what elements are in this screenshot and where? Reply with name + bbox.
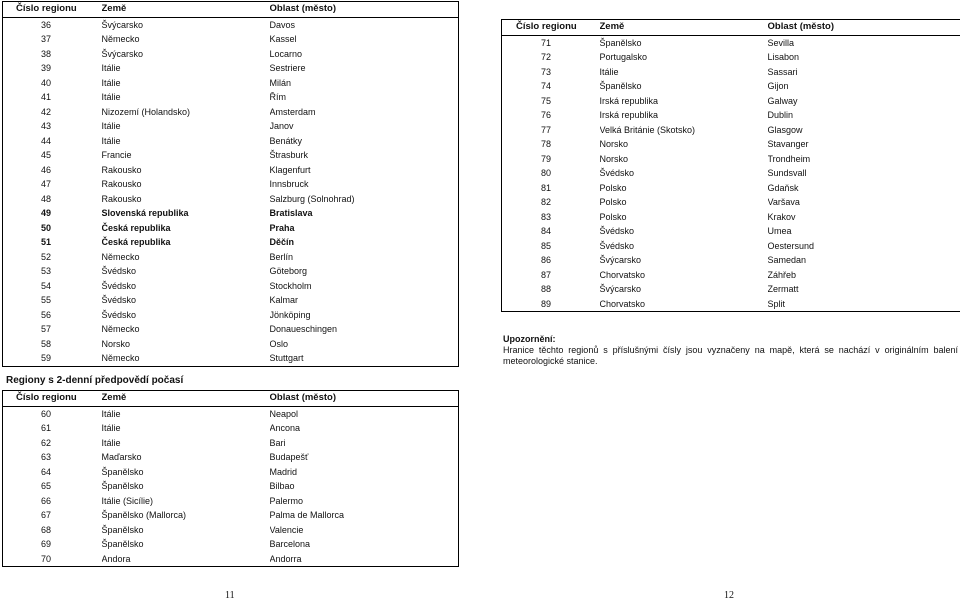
cell-region-number: 43 bbox=[41, 121, 52, 131]
cell-region-number: 70 bbox=[41, 553, 52, 564]
cell-city: Bilbao bbox=[269, 481, 295, 491]
cell-country: Itálie bbox=[101, 408, 121, 419]
cell-city: Salzburg (Solnohrad) bbox=[269, 193, 355, 204]
table-row bbox=[502, 137, 960, 152]
cell-region-number: 52 bbox=[41, 251, 52, 262]
cell-region-number: 55 bbox=[41, 295, 52, 305]
cell-region-number: 61 bbox=[41, 423, 52, 433]
table-row bbox=[3, 163, 459, 178]
cell-region-number: 75 bbox=[541, 95, 552, 106]
cell-country: Itálie bbox=[101, 92, 121, 102]
cell-country: Nizozemí (Holandsko) bbox=[101, 106, 191, 117]
cell-region-number: 62 bbox=[41, 437, 52, 448]
cell-region-number: 77 bbox=[541, 124, 552, 135]
table-row bbox=[3, 436, 459, 451]
cell-region-number: 56 bbox=[41, 309, 52, 320]
table-row bbox=[3, 508, 459, 523]
regions-table-60-70 bbox=[2, 390, 459, 567]
regions-table-71-89 bbox=[501, 19, 960, 312]
table-row bbox=[502, 195, 960, 210]
cell-country: Itálie bbox=[101, 121, 121, 131]
cell-country: Francie bbox=[101, 150, 132, 160]
table-row bbox=[502, 79, 960, 94]
cell-region-number: 39 bbox=[41, 63, 52, 73]
cell-city: Palermo bbox=[269, 495, 304, 506]
table-row bbox=[3, 308, 459, 323]
cell-region-number: 53 bbox=[41, 266, 52, 276]
cell-city: Benátky bbox=[269, 135, 303, 146]
cell-country: Česká republika bbox=[101, 222, 171, 233]
cell-city: Valencie bbox=[269, 524, 304, 535]
cell-country: Slovenská republika bbox=[101, 208, 189, 218]
table-row bbox=[3, 105, 459, 120]
cell-region-number: 87 bbox=[541, 269, 552, 280]
cell-region-number: 48 bbox=[41, 193, 52, 204]
cell-region-number: 83 bbox=[541, 211, 552, 222]
table-row bbox=[3, 450, 459, 465]
table-header-row bbox=[3, 2, 459, 18]
cell-country: Španělsko bbox=[599, 37, 642, 48]
cell-country: Švýcarsko bbox=[101, 19, 144, 30]
table-row bbox=[3, 134, 459, 149]
cell-city: Berlín bbox=[269, 251, 294, 262]
cell-country: Španělsko bbox=[101, 466, 144, 477]
cell-city: Děčín bbox=[269, 237, 295, 247]
header-country: Země bbox=[102, 391, 270, 407]
cell-city: Oslo bbox=[269, 338, 289, 349]
cell-country: Itálie bbox=[101, 63, 121, 73]
cell-city: Záhřeb bbox=[767, 269, 797, 280]
cell-country: Švédsko bbox=[101, 295, 137, 305]
table-row bbox=[3, 552, 459, 567]
notice-heading: Upozornění: bbox=[503, 334, 556, 344]
table-row bbox=[3, 264, 459, 279]
cell-region-number: 63 bbox=[41, 452, 52, 462]
cell-region-number: 82 bbox=[541, 197, 552, 207]
table-row bbox=[502, 282, 960, 297]
cell-country: Švédsko bbox=[101, 266, 137, 276]
cell-city: Neapol bbox=[269, 408, 299, 419]
cell-city: Palma de Mallorca bbox=[269, 510, 345, 520]
table-row bbox=[502, 94, 960, 109]
cell-country: Portugalsko bbox=[599, 52, 648, 62]
table-row bbox=[3, 465, 459, 480]
table-row bbox=[3, 177, 459, 192]
cell-city: Stockholm bbox=[269, 280, 312, 291]
cell-city: Praha bbox=[269, 222, 295, 233]
cell-city: Kassel bbox=[269, 34, 297, 44]
table-row bbox=[3, 406, 459, 421]
cell-city: Kalmar bbox=[269, 295, 299, 305]
cell-region-number: 80 bbox=[541, 168, 552, 178]
table-row bbox=[502, 166, 960, 181]
table-row bbox=[502, 108, 960, 123]
table-row bbox=[502, 65, 960, 80]
cell-country: Rakousko bbox=[101, 179, 142, 189]
cell-country: Švédsko bbox=[599, 240, 635, 251]
cell-region-number: 37 bbox=[41, 34, 52, 44]
table-row bbox=[502, 210, 960, 225]
cell-region-number: 79 bbox=[541, 153, 552, 164]
cell-region-number: 44 bbox=[41, 135, 52, 146]
cell-country: Irská republika bbox=[599, 110, 659, 120]
cell-region-number: 69 bbox=[41, 539, 52, 549]
header-region-number: Číslo regionu bbox=[502, 20, 600, 36]
notice-box bbox=[503, 334, 958, 367]
cell-country: Německo bbox=[101, 324, 140, 334]
cell-country: Norsko bbox=[599, 139, 629, 149]
cell-city: Sevilla bbox=[767, 37, 795, 48]
cell-region-number: 64 bbox=[41, 466, 52, 477]
cell-country: Irská republika bbox=[599, 95, 659, 106]
header-city: Oblast (město) bbox=[768, 20, 960, 36]
cell-region-number: 71 bbox=[541, 37, 552, 48]
cell-country: Španělsko bbox=[101, 539, 144, 549]
table-row bbox=[3, 76, 459, 91]
cell-city: Gdaňsk bbox=[767, 182, 799, 193]
table-row bbox=[3, 32, 459, 47]
cell-country: Španělsko (Mallorca) bbox=[101, 510, 187, 520]
cell-region-number: 84 bbox=[541, 226, 552, 236]
table-row bbox=[3, 322, 459, 337]
cell-region-number: 85 bbox=[541, 240, 552, 251]
cell-city: Donaueschingen bbox=[269, 324, 338, 334]
cell-city: Oestersund bbox=[767, 240, 815, 251]
header-country: Země bbox=[102, 2, 270, 18]
cell-region-number: 81 bbox=[541, 182, 552, 193]
cell-country: Itálie (Sicílie) bbox=[101, 495, 154, 506]
table-row bbox=[3, 47, 459, 62]
cell-country: Norsko bbox=[101, 338, 131, 349]
table-row bbox=[502, 181, 960, 196]
cell-country: Itálie bbox=[101, 423, 121, 433]
cell-region-number: 51 bbox=[41, 237, 52, 247]
header-city: Oblast (město) bbox=[270, 391, 459, 407]
cell-city: Zermatt bbox=[767, 284, 799, 294]
cell-region-number: 65 bbox=[41, 481, 52, 491]
cell-city: Amsterdam bbox=[269, 106, 316, 117]
cell-region-number: 42 bbox=[41, 106, 52, 117]
cell-region-number: 49 bbox=[41, 208, 52, 218]
notice-text: Hranice těchto regionů s příslušnými čísly jsou vyznačeny na mapě, která se nachází v originálním balení meteorologické stanice. bbox=[503, 345, 958, 366]
table-row bbox=[3, 192, 459, 207]
cell-city: Krakov bbox=[767, 211, 796, 222]
table-row bbox=[502, 253, 960, 268]
cell-country: Německo bbox=[101, 353, 140, 363]
cell-region-number: 58 bbox=[41, 338, 52, 349]
table-header-row bbox=[502, 20, 960, 36]
cell-region-number: 78 bbox=[541, 139, 552, 149]
cell-city: Galway bbox=[767, 95, 798, 106]
table-row bbox=[502, 239, 960, 254]
cell-city: Ancona bbox=[269, 423, 301, 433]
cell-city: Barcelona bbox=[269, 539, 311, 549]
table-row bbox=[3, 351, 459, 366]
cell-city: Innsbruck bbox=[269, 179, 309, 189]
cell-region-number: 60 bbox=[41, 408, 52, 419]
cell-city: Göteborg bbox=[269, 266, 308, 276]
cell-region-number: 88 bbox=[541, 284, 552, 294]
table-row bbox=[3, 293, 459, 308]
cell-country: Itálie bbox=[101, 77, 121, 88]
cell-region-number: 57 bbox=[41, 324, 52, 334]
table-row bbox=[502, 224, 960, 239]
page-number-left: 11 bbox=[225, 590, 235, 600]
table-row bbox=[502, 297, 960, 312]
cell-city: Budapešť bbox=[269, 452, 309, 462]
cell-country: Chorvatsko bbox=[599, 269, 646, 280]
cell-country: Rakousko bbox=[101, 164, 142, 175]
cell-region-number: 67 bbox=[41, 510, 52, 520]
cell-city: Milán bbox=[269, 77, 292, 88]
cell-city: Klagenfurt bbox=[269, 164, 311, 175]
cell-region-number: 45 bbox=[41, 150, 52, 160]
cell-city: Sestriere bbox=[269, 63, 306, 73]
cell-country: Polsko bbox=[599, 211, 627, 222]
page-number-right: 12 bbox=[724, 590, 734, 600]
cell-city: Sundsvall bbox=[767, 168, 807, 178]
cell-city: Sassari bbox=[767, 66, 798, 77]
cell-country: Španělsko bbox=[599, 81, 642, 91]
cell-city: Stuttgart bbox=[269, 353, 304, 363]
cell-country: Polsko bbox=[599, 197, 627, 207]
cell-city: Locarno bbox=[269, 48, 303, 59]
table-row bbox=[3, 17, 459, 32]
cell-country: Itálie bbox=[101, 135, 121, 146]
cell-city: Glasgow bbox=[767, 124, 803, 135]
cell-city: Umea bbox=[767, 226, 792, 236]
cell-region-number: 72 bbox=[541, 52, 552, 62]
cell-country: Španělsko bbox=[101, 481, 144, 491]
cell-city: Davos bbox=[269, 19, 296, 30]
table-row bbox=[3, 90, 459, 105]
cell-city: Gijon bbox=[767, 81, 789, 91]
table-row bbox=[3, 494, 459, 509]
cell-country: Itálie bbox=[101, 437, 121, 448]
cell-region-number: 89 bbox=[541, 298, 552, 309]
cell-country: Švédsko bbox=[599, 168, 635, 178]
cell-city: Janov bbox=[269, 121, 294, 131]
table-row bbox=[3, 221, 459, 236]
header-city: Oblast (město) bbox=[270, 2, 459, 18]
table-row bbox=[3, 421, 459, 436]
cell-region-number: 50 bbox=[41, 222, 52, 233]
cell-country: Švýcarsko bbox=[599, 284, 642, 294]
cell-city: Stavanger bbox=[767, 139, 809, 149]
cell-country: Švýcarsko bbox=[101, 48, 144, 59]
cell-country: Česká republika bbox=[101, 237, 171, 247]
table-row bbox=[502, 152, 960, 167]
cell-country: Švýcarsko bbox=[599, 255, 642, 265]
table-row bbox=[3, 61, 459, 76]
cell-region-number: 73 bbox=[541, 66, 552, 77]
cell-region-number: 46 bbox=[41, 164, 52, 175]
table-row bbox=[3, 148, 459, 163]
cell-country: Maďarsko bbox=[101, 452, 142, 462]
cell-region-number: 86 bbox=[541, 255, 552, 265]
cell-city: Řím bbox=[269, 92, 286, 102]
cell-region-number: 41 bbox=[41, 92, 52, 102]
table-row bbox=[3, 479, 459, 494]
regions-table-36-59 bbox=[2, 1, 459, 367]
cell-region-number: 74 bbox=[541, 81, 552, 91]
cell-city: Madrid bbox=[269, 466, 298, 477]
table-row bbox=[3, 279, 459, 294]
cell-region-number: 54 bbox=[41, 280, 52, 291]
cell-city: Split bbox=[767, 298, 786, 309]
table-row bbox=[3, 206, 459, 221]
cell-city: Bratislava bbox=[269, 208, 313, 218]
table-row bbox=[502, 35, 960, 50]
cell-country: Rakousko bbox=[101, 193, 142, 204]
cell-country: Španělsko bbox=[101, 524, 144, 535]
cell-region-number: 47 bbox=[41, 179, 52, 189]
cell-region-number: 76 bbox=[541, 110, 552, 120]
cell-country: Německo bbox=[101, 34, 140, 44]
table-header-row bbox=[3, 391, 459, 407]
cell-city: Trondheim bbox=[767, 153, 811, 164]
section-title-2-day-forecast: Regiony s 2-denní předpovědí počasí bbox=[6, 375, 184, 386]
header-region-number: Číslo regionu bbox=[3, 2, 102, 18]
cell-city: Samedan bbox=[767, 255, 807, 265]
table-row bbox=[3, 537, 459, 552]
table-row bbox=[502, 123, 960, 138]
cell-country: Velká Británie (Skotsko) bbox=[599, 124, 696, 135]
cell-region-number: 38 bbox=[41, 48, 52, 59]
table-row bbox=[3, 523, 459, 538]
cell-country: Švédsko bbox=[101, 280, 137, 291]
cell-country: Andora bbox=[101, 553, 131, 564]
table-row bbox=[502, 268, 960, 283]
table-row bbox=[3, 235, 459, 250]
cell-country: Norsko bbox=[599, 153, 629, 164]
cell-city: Dublin bbox=[767, 110, 794, 120]
cell-country: Polsko bbox=[599, 182, 627, 193]
cell-city: Andorra bbox=[269, 553, 302, 564]
table-row bbox=[502, 50, 960, 65]
table-row bbox=[3, 250, 459, 265]
cell-region-number: 40 bbox=[41, 77, 52, 88]
cell-region-number: 68 bbox=[41, 524, 52, 535]
cell-city: Lisabon bbox=[767, 52, 800, 62]
cell-country: Chorvatsko bbox=[599, 298, 646, 309]
cell-city: Štrasburk bbox=[269, 150, 309, 160]
cell-city: Bari bbox=[269, 437, 286, 448]
cell-country: Itálie bbox=[599, 66, 619, 77]
cell-region-number: 36 bbox=[41, 19, 52, 30]
cell-city: Jönköping bbox=[269, 309, 311, 320]
table-row bbox=[3, 337, 459, 352]
header-country: Země bbox=[600, 20, 768, 36]
cell-country: Švédsko bbox=[599, 226, 635, 236]
cell-region-number: 66 bbox=[41, 495, 52, 506]
header-region-number: Číslo regionu bbox=[3, 391, 102, 407]
cell-country: Švédsko bbox=[101, 309, 137, 320]
cell-region-number: 59 bbox=[41, 353, 52, 363]
cell-city: Varšava bbox=[767, 197, 800, 207]
table-row bbox=[3, 119, 459, 134]
cell-country: Německo bbox=[101, 251, 140, 262]
